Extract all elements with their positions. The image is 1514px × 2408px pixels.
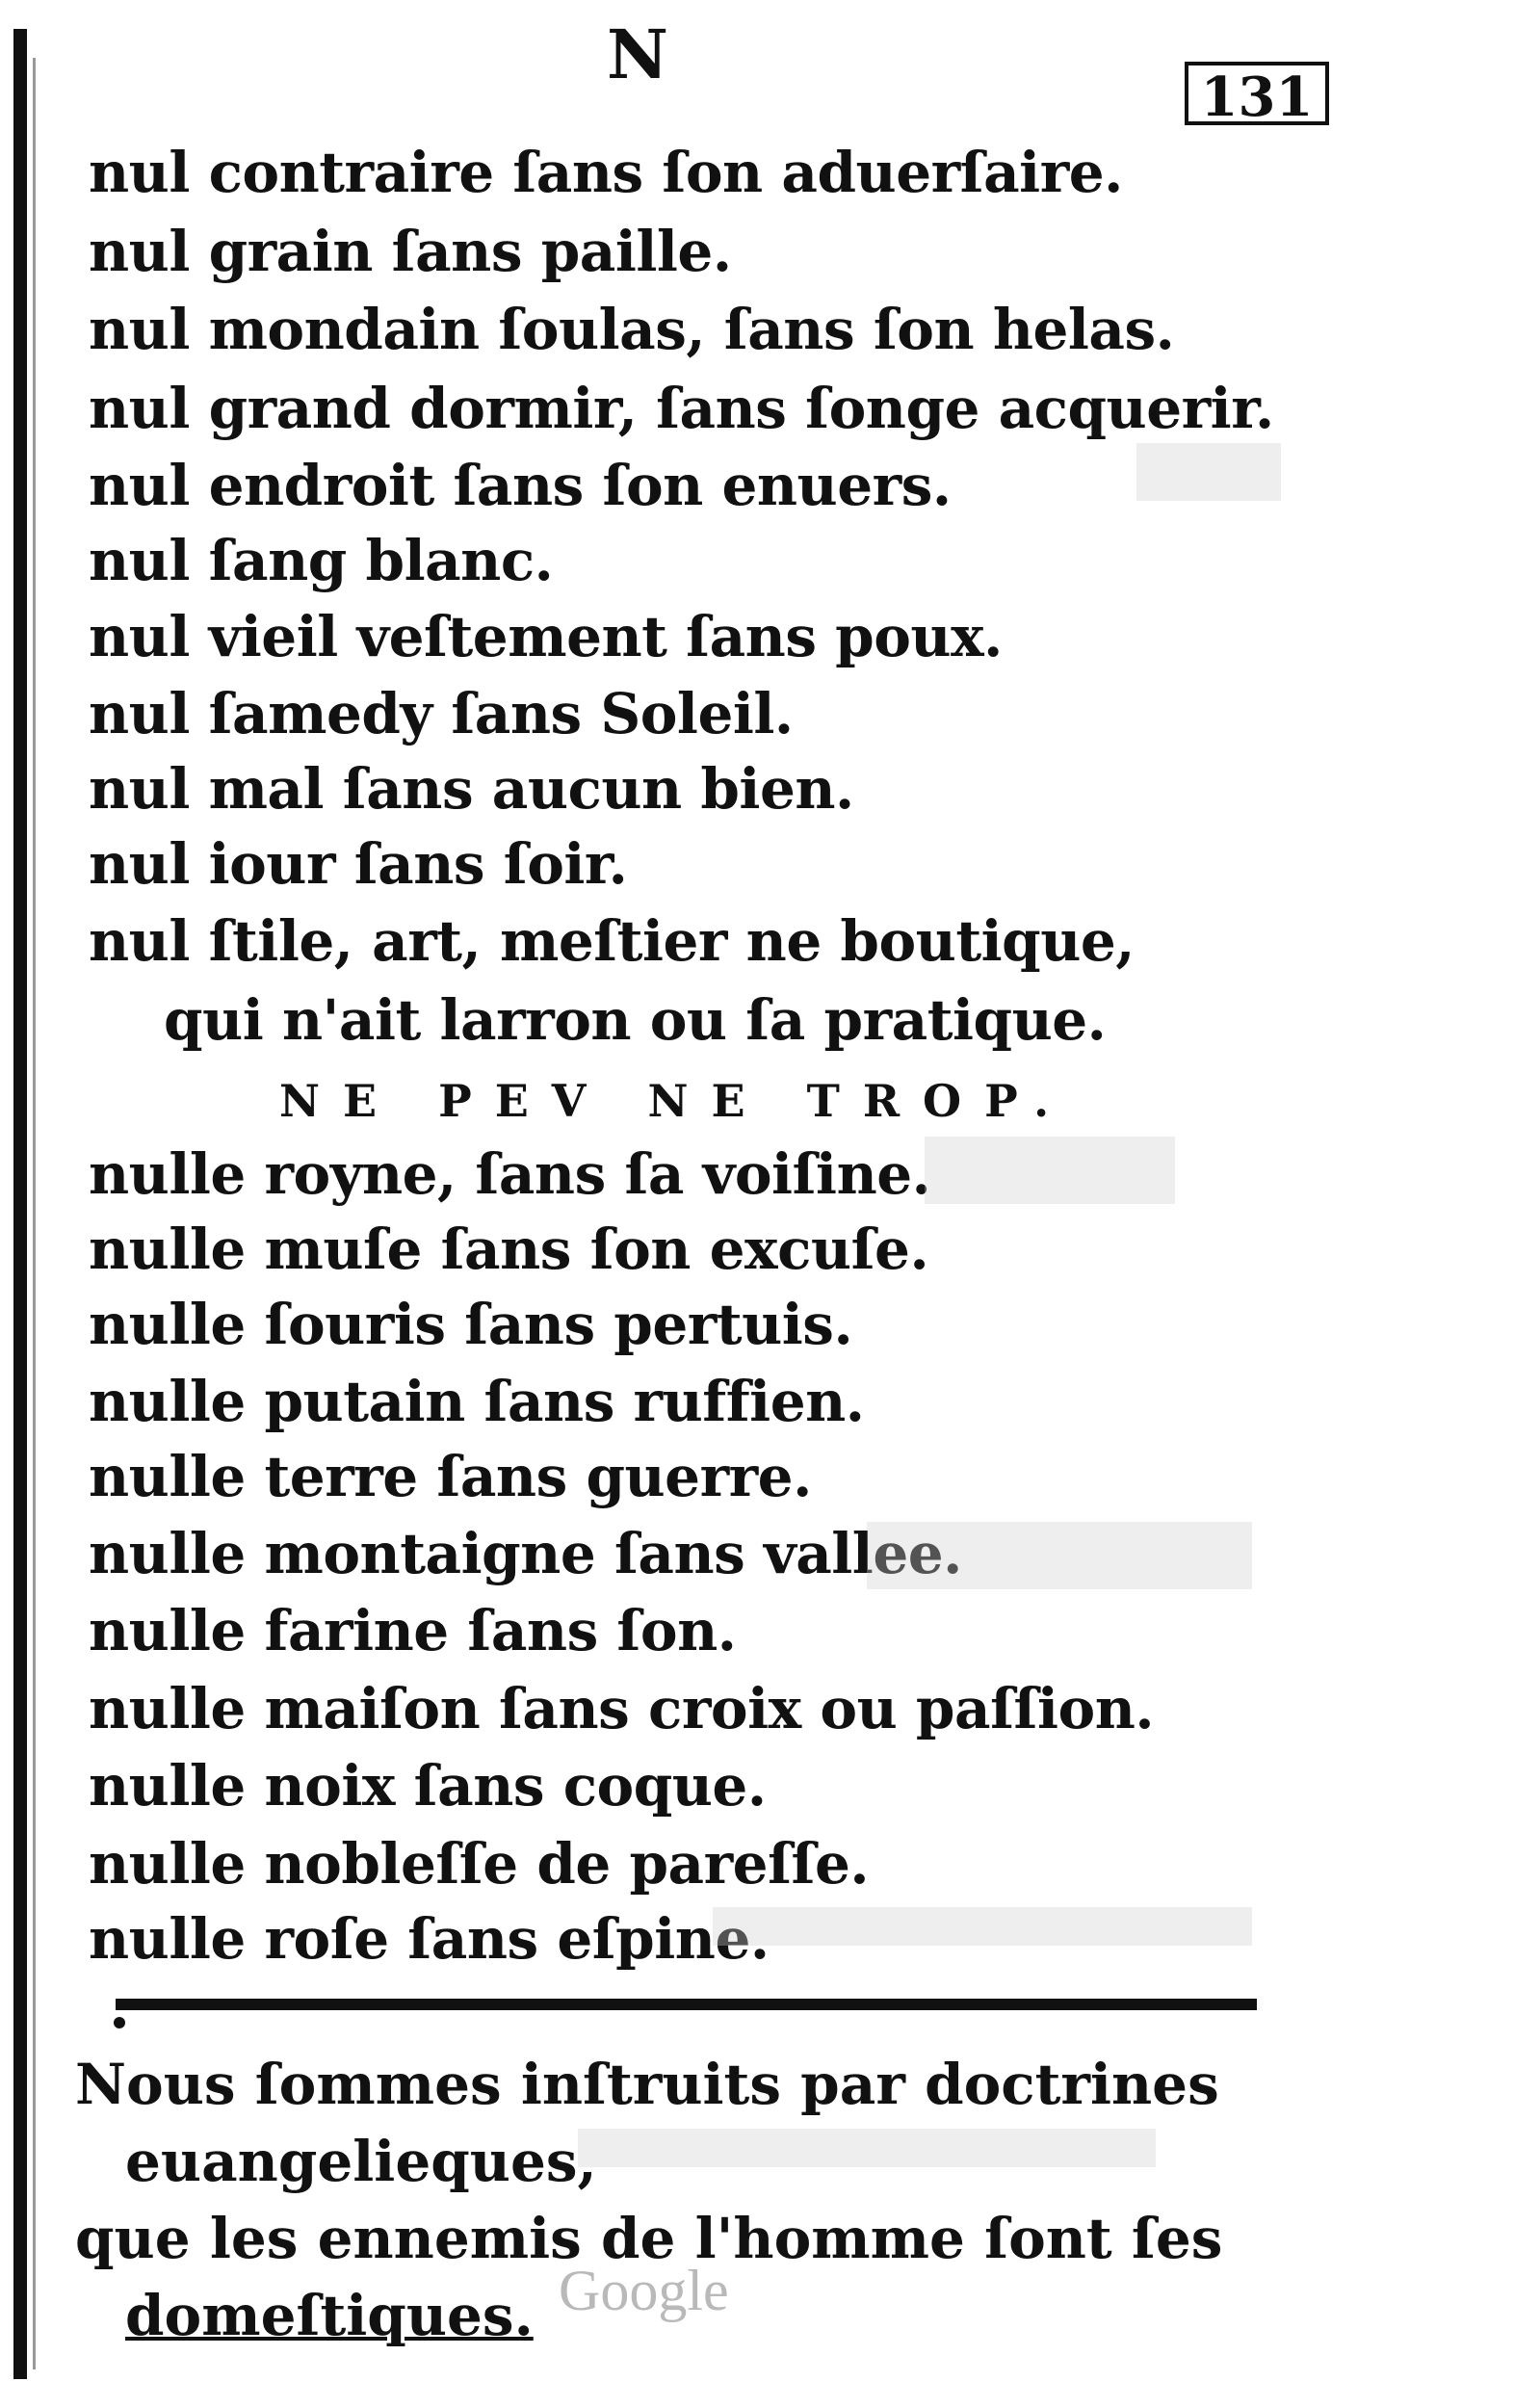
proverb-line: nul mal ſans aucun bien. (89, 756, 854, 822)
closing-note-line: Nous ſommes inſtruits par doctrines (75, 2052, 1219, 2117)
proverb-line: nul ſang blanc. (89, 528, 554, 593)
proverb-line: nulle noix ſans coque. (89, 1753, 767, 1819)
proverb-line: nulle farine ſans ſon. (89, 1598, 737, 1663)
proverb-line: nulle maiſon ſans croix ou paſſion. (89, 1676, 1155, 1741)
proverb-line: nul grain ſans paille. (89, 219, 732, 284)
bleed-through-mark (713, 1907, 1252, 1946)
proverb-line: nulle nobleſſe de pareſſe. (89, 1831, 870, 1897)
proverb-line: nul grand dormir, ſans ſonge acquerir. (89, 376, 1274, 441)
proverb-line: nulle montaigne ſans vallee. (89, 1521, 962, 1586)
closing-note-line: domeſtiques. (125, 2283, 534, 2348)
proverb-line: nulle royne, ſans ſa voiſine. (89, 1141, 931, 1207)
section-letter-header: N (607, 14, 668, 94)
proverb-line: nulle terre ſans guerre. (89, 1444, 812, 1509)
proverb-line: nulle ſouris ſans pertuis. (89, 1292, 853, 1357)
proverb-line: nul iour ſans ſoir. (89, 831, 628, 897)
proverb-line: nul ſtile, art, meſtier ne boutique, (89, 908, 1135, 974)
proverb-line: nulle muſe ſans ſon excuſe. (89, 1217, 929, 1282)
left-page-border (13, 29, 27, 2379)
bleed-through-mark (867, 1522, 1252, 1589)
proverb-line: nul vieil veſtement ſans poux. (89, 604, 1003, 669)
closing-note-line: que les ennemis de l'homme ſont ſes (75, 2206, 1223, 2271)
section-heading: NE PEV NE TROP. (279, 1075, 1073, 1127)
proverb-line: nulle roſe ſans eſpine. (89, 1906, 770, 1972)
page-number: 131 (1185, 62, 1329, 125)
divider-ornament-dot (114, 2017, 125, 2028)
proverb-line: nul contraire ſans ſon aduerſaire. (89, 140, 1123, 205)
proverb-line: nul ſamedy ſans Soleil. (89, 681, 794, 746)
left-page-inner-border (33, 58, 36, 2369)
proverb-line: nul endroit ſans ſon enuers. (89, 453, 952, 518)
proverb-line: nulle putain ſans ruffien. (89, 1369, 865, 1434)
bleed-through-mark (1136, 443, 1281, 501)
proverb-continuation-line: qui n'ait larron ou ſa pratique. (164, 987, 1107, 1053)
proverb-line: nul mondain ſoulas, ſans ſon helas. (89, 297, 1175, 362)
bleed-through-mark (578, 2129, 1156, 2167)
section-divider-rule (116, 1999, 1257, 2010)
bleed-through-mark (925, 1137, 1175, 1204)
google-watermark: Google (559, 2259, 729, 2322)
closing-note-line: euangelieques, (125, 2129, 597, 2194)
